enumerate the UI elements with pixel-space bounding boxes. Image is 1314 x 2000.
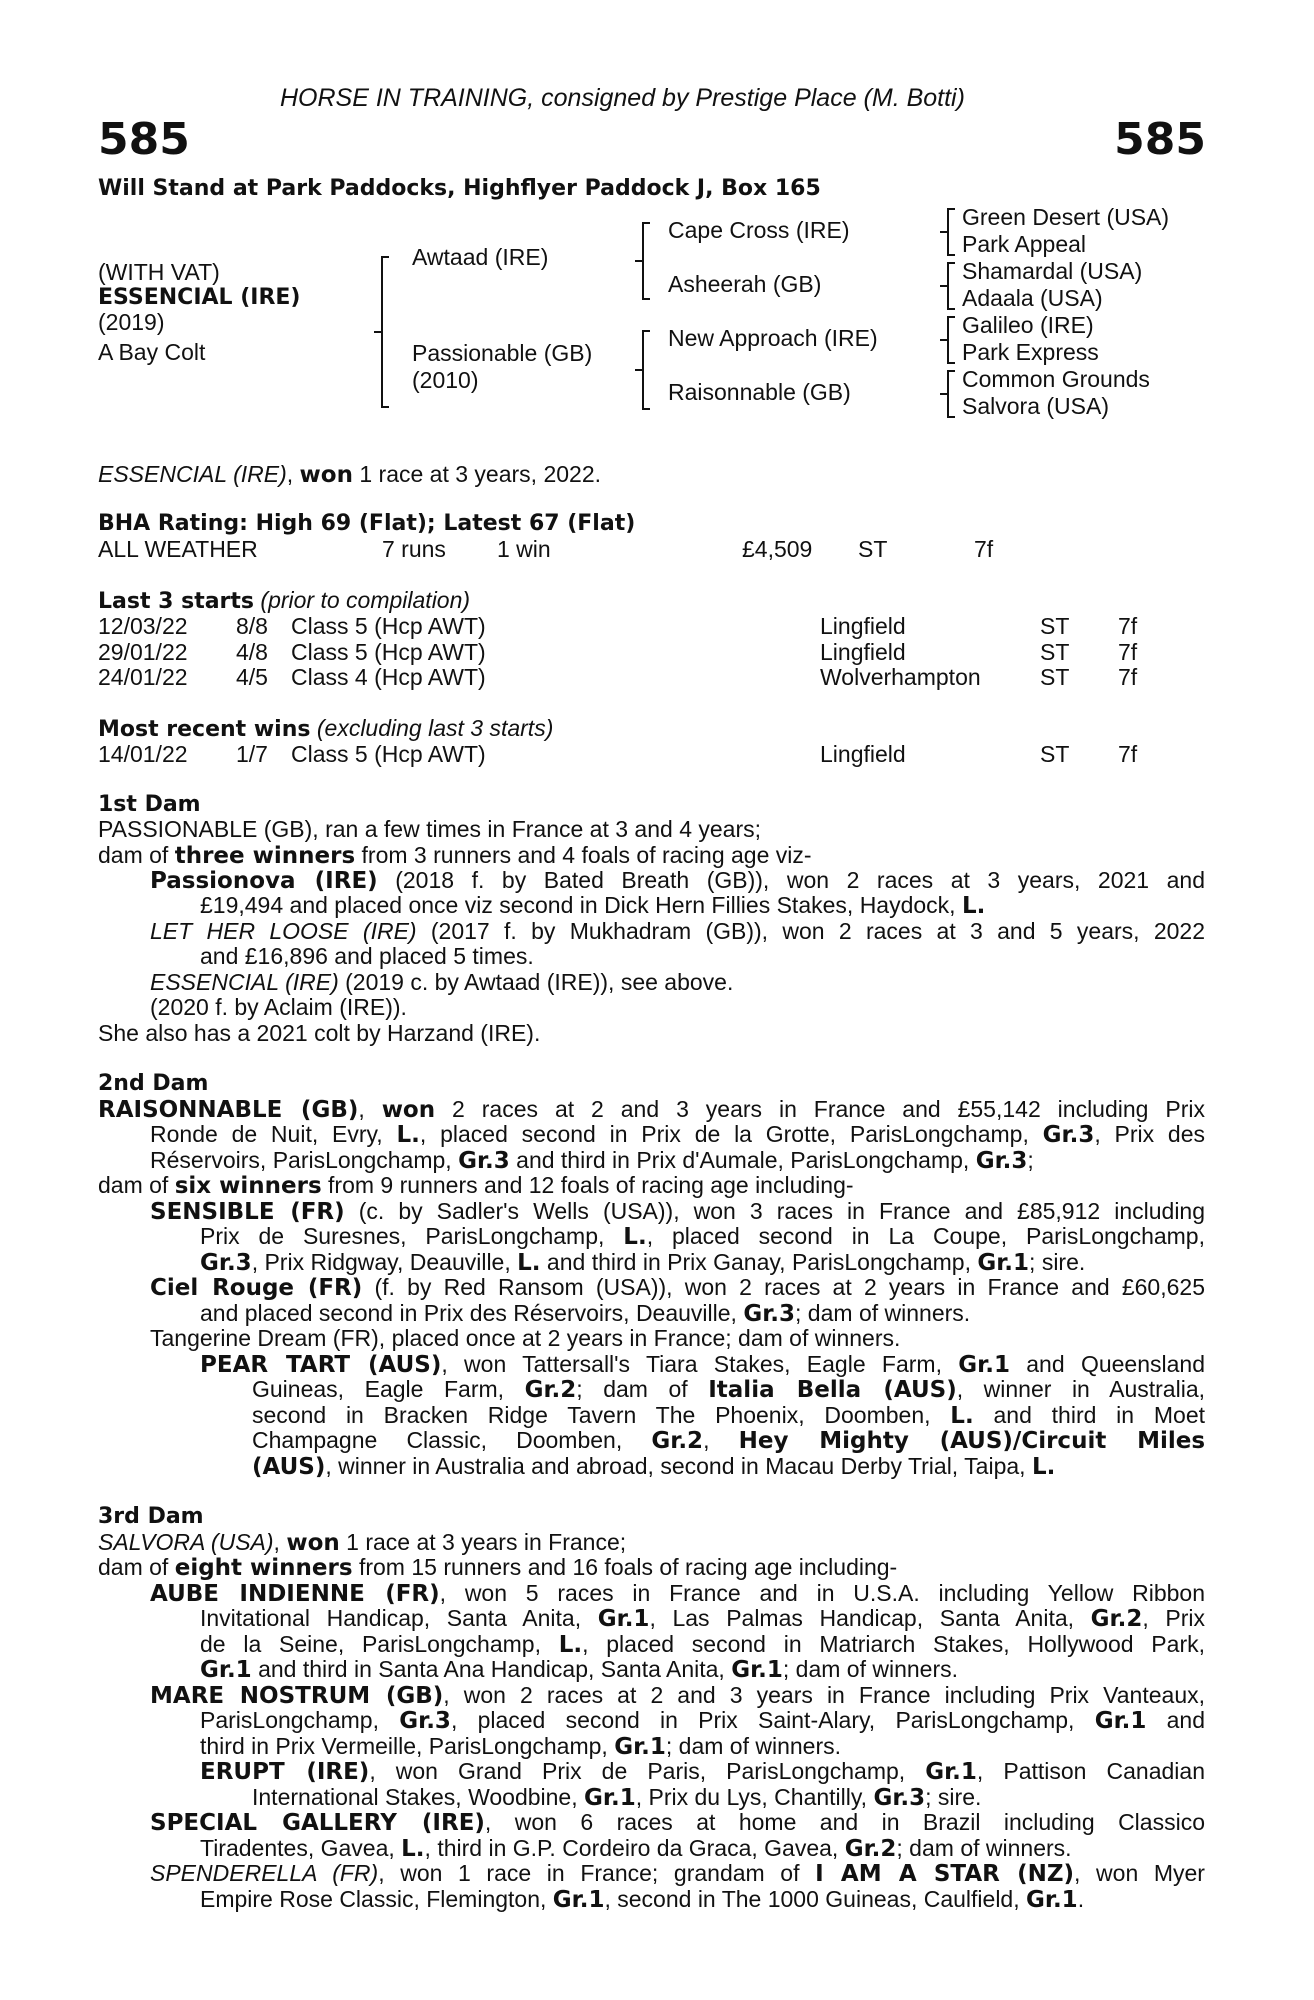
vat-note: (WITH VAT) — [98, 259, 220, 285]
runs: 7 runs — [382, 536, 446, 562]
produce-line: Gr.3, Prix Ridgway, Deauville, L. and third in Prix Ganay, ParisLongchamp, Gr.1; sire. — [200, 1249, 1086, 1276]
dam-dam: Raisonnable (GB) — [668, 379, 851, 405]
dam-line: dam of six winners from 9 runners and 12 foals of racing age including- — [98, 1172, 854, 1199]
going: ST — [858, 536, 888, 562]
horse-description: A Bay Colt — [98, 339, 206, 365]
produce-line: Gr.1 and third in Santa Ana Handicap, Santa Anita, Gr.1; dam of winners. — [200, 1656, 959, 1683]
first-dam-heading: 1st Dam — [98, 792, 201, 817]
ggp-name: Park Appeal — [962, 231, 1087, 257]
ggp-name: Adaala (USA) — [962, 285, 1103, 311]
lot-number-right: 585 — [1114, 114, 1206, 165]
prize-money: £4,509 — [742, 536, 813, 562]
produce-line: SENSIBLE (FR) (c. by Sadler's Wells (USA)), won 3 races in France and £85,912 including — [150, 1198, 1206, 1225]
dam-line: dam of three winners from 3 runners and 4 foals of racing age viz- — [98, 842, 812, 869]
dam-line: PASSIONABLE (GB), ran a few times in France at 3 and 4 years; — [98, 816, 762, 842]
ggp-name: Green Desert (USA) — [962, 204, 1170, 230]
produce-line: Passionova (IRE) (2018 f. by Bated Breath (GB)), won 2 races at 3 years, 2021 and — [150, 867, 1206, 894]
produce-line: Ciel Rouge (FR) (f. by Red Ransom (USA)), won 2 races at 2 years in France and £60,625 — [150, 1274, 1205, 1301]
produce-line: Empire Rose Classic, Flemington, Gr.1, second in The 1000 Guineas, Caulfield, Gr.1. — [200, 1886, 1085, 1913]
produce-line: ERUPT (IRE), won Grand Prix de Paris, ParisLongchamp, Gr.1, Pattison Canadian — [200, 1758, 1206, 1785]
produce-line: (AUS), winner in Australia and abroad, second in Macau Derby Trial, Taipa, L. — [252, 1453, 1056, 1480]
third-dam-heading: 3rd Dam — [98, 1504, 204, 1529]
recent-wins-heading: Most recent wins (excluding last 3 starts) — [98, 715, 554, 742]
ggp-name: Shamardal (USA) — [962, 258, 1143, 284]
dam-sire: New Approach (IRE) — [668, 325, 878, 351]
produce-line: £19,494 and placed once viz second in Dick Hern Fillies Stakes, Haydock, L. — [200, 892, 986, 919]
dam-line: Réservoirs, ParisLongchamp, Gr.3 and third in Prix d'Aumale, ParisLongchamp, Gr.3; — [150, 1147, 1034, 1174]
distance: 7f — [974, 536, 994, 562]
sire-dam: Asheerah (GB) — [668, 271, 822, 297]
stable-location: Will Stand at Park Paddocks, Highflyer Paddock J, Box 165 — [98, 176, 821, 201]
produce-line: Champagne Classic, Doomben, Gr.2, Hey Mighty (AUS)/Circuit Miles — [252, 1427, 1206, 1454]
produce-line: AUBE INDIENNE (FR), won 5 races in France and in U.S.A. including Yellow Ribbon — [150, 1580, 1205, 1607]
sire-sire: Cape Cross (IRE) — [668, 217, 850, 243]
dam: Passionable (GB) — [412, 340, 593, 366]
produce-line: third in Prix Vermeille, ParisLongchamp, Gr.1; dam of winners. — [200, 1733, 842, 1760]
produce-line: de la Seine, ParisLongchamp, L., placed second in Matriarch Stakes, Hollywood Park, — [200, 1631, 1205, 1658]
horse-name: ESSENCIAL (IRE) — [98, 285, 301, 310]
produce-line: ESSENCIAL (IRE) (2019 c. by Awtaad (IRE)), see above. — [150, 969, 734, 995]
produce-line: Invitational Handicap, Santa Anita, Gr.1, Las Palmas Handicap, Santa Anita, Gr.2, Prix — [200, 1605, 1205, 1632]
produce-line: (2020 f. by Aclaim (IRE)). — [150, 994, 407, 1020]
horse-year: (2019) — [98, 309, 165, 335]
produce-line: ParisLongchamp, Gr.3, placed second in Prix Saint-Alary, ParisLongchamp, Gr.1 and — [200, 1707, 1205, 1734]
surface: ALL WEATHER — [98, 536, 258, 562]
catalogue-subtitle: HORSE IN TRAINING, consigned by Prestige Place (M. Botti) — [280, 84, 965, 112]
produce-line: Prix de Suresnes, ParisLongchamp, L., placed second in La Coupe, ParisLongchamp, — [200, 1223, 1205, 1250]
ggp-name: Park Express — [962, 339, 1099, 365]
bha-rating-heading: BHA Rating: High 69 (Flat); Latest 67 (Flat) — [98, 511, 636, 536]
wins: 1 win — [497, 536, 551, 562]
dam-line: dam of eight winners from 15 runners and 16 foals of racing age including- — [98, 1554, 898, 1581]
produce-line: Tangerine Dream (FR), placed once at 2 years in France; dam of winners. — [150, 1325, 901, 1351]
produce-line: LET HER LOOSE (IRE) (2017 f. by Mukhadram (GB)), won 2 races at 3 and 5 years, 2022 — [150, 918, 1206, 944]
ggp-name: Salvora (USA) — [962, 393, 1109, 419]
dam-line: SALVORA (USA), won 1 race at 3 years in France; — [98, 1529, 627, 1556]
produce-line: International Stakes, Woodbine, Gr.1, Prix du Lys, Chantilly, Gr.3; sire. — [252, 1784, 982, 1811]
ggp-name: Galileo (IRE) — [962, 312, 1094, 338]
produce-line: Guineas, Eagle Farm, Gr.2; dam of Italia Bella (AUS), winner in Australia, — [252, 1376, 1205, 1403]
dam-line: She also has a 2021 colt by Harzand (IRE). — [98, 1020, 541, 1046]
lot-number-left: 585 — [98, 114, 190, 165]
dam-year: (2010) — [412, 367, 479, 393]
sire: Awtaad (IRE) — [412, 244, 549, 270]
produce-line: MARE NOSTRUM (GB), won 2 races at 2 and 3 years in France including Prix Vanteaux, — [150, 1682, 1205, 1709]
produce-line: and £16,896 and placed 5 times. — [200, 943, 534, 969]
second-dam-heading: 2nd Dam — [98, 1071, 209, 1096]
produce-line: Tiradentes, Gavea, L., third in G.P. Cordeiro da Graca, Gavea, Gr.2; dam of winners. — [200, 1835, 1072, 1862]
dam-line: RAISONNABLE (GB), won 2 races at 2 and 3 years in France and £55,142 including Prix — [98, 1096, 1205, 1123]
produce-line: SPECIAL GALLERY (IRE), won 6 races at home and in Brazil including Classico — [150, 1809, 1205, 1836]
ggp-name: Common Grounds — [962, 366, 1150, 392]
dam-line: Ronde de Nuit, Evry, L., placed second in Prix de la Grotte, ParisLongchamp, Gr.3, Prix des — [150, 1121, 1205, 1148]
produce-line: and placed second in Prix des Réservoirs, Deauville, Gr.3; dam of winners. — [200, 1300, 971, 1327]
race-summary: ESSENCIAL (IRE), won 1 race at 3 years, 2022. — [98, 461, 602, 488]
produce-line: SPENDERELLA (FR), won 1 race in France; grandam of I AM A STAR (NZ), won Myer — [150, 1860, 1205, 1887]
last-starts-heading: Last 3 starts (prior to compilation) — [98, 587, 471, 614]
produce-line: second in Bracken Ridge Tavern The Phoenix, Doomben, L. and third in Moet — [252, 1402, 1205, 1429]
produce-line: PEAR TART (AUS), won Tattersall's Tiara Stakes, Eagle Farm, Gr.1 and Queensland — [200, 1351, 1205, 1378]
